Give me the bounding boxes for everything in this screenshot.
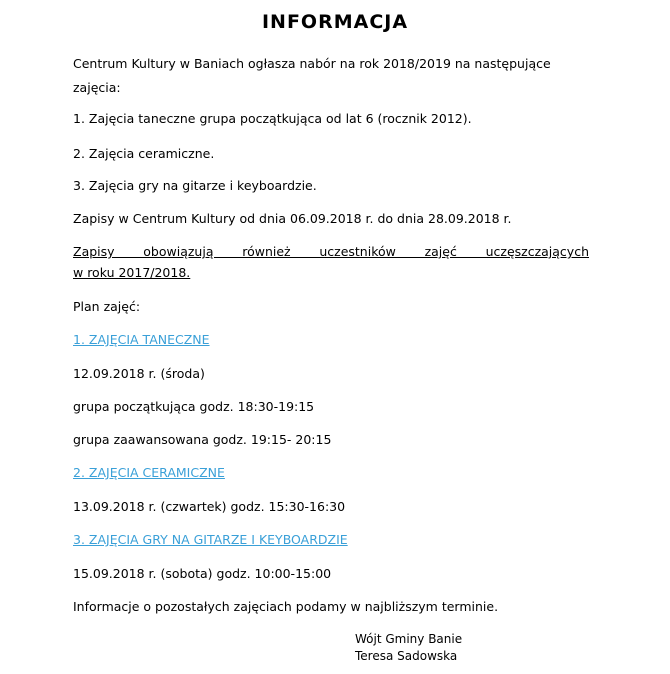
intro-line-1: Centrum Kultury w Baniach ogłasza nabór na rok 2018/2019 na następujące xyxy=(73,56,551,71)
notice-line-2: w roku 2017/2018. xyxy=(73,265,191,280)
section-heading-guitar[interactable]: 3. ZAJĘCIA GRY NA GITARZE I KEYBOARDZIE xyxy=(73,532,348,547)
notice-line-1: Zapisy obowiązują również uczestników zajęć uczęszczających xyxy=(73,244,589,259)
signature-role: Wójt Gminy Banie xyxy=(355,632,463,646)
schedule-line: 15.09.2018 r. (sobota) godz. 10:00-15:00 xyxy=(73,566,332,581)
closing-text: Informacje o pozostałych zajęciach podamy w najbliższym terminie. xyxy=(73,599,499,614)
plan-label: Plan zajęć: xyxy=(73,299,141,314)
list-item-dance: 1. Zajęcia taneczne grupa początkująca od lat 6 (rocznik 2012). xyxy=(73,111,472,126)
section-heading-dance[interactable]: 1. ZAJĘCIA TANECZNE xyxy=(73,332,210,347)
signature-name: Teresa Sadowska xyxy=(355,649,458,663)
list-item-ceramics: 2. Zajęcia ceramiczne. xyxy=(73,146,215,161)
schedule-line: 13.09.2018 r. (czwartek) godz. 15:30-16:30 xyxy=(73,499,346,514)
schedule-line: grupa początkująca godz. 18:30-19:15 xyxy=(73,399,315,414)
section-heading-ceramics[interactable]: 2. ZAJĘCIA CERAMICZNE xyxy=(73,465,225,480)
schedule-line: 12.09.2018 r. (środa) xyxy=(73,366,205,381)
list-item-guitar: 3. Zajęcia gry na gitarze i keyboardzie. xyxy=(73,178,317,193)
intro-line-2: zajęcia: xyxy=(73,80,121,95)
enrollment-text: Zapisy w Centrum Kultury od dnia 06.09.2018 r. do dnia 28.09.2018 r. xyxy=(73,211,512,226)
page-title: INFORMACJA xyxy=(261,11,409,33)
schedule-line: grupa zaawansowana godz. 19:15- 20:15 xyxy=(73,432,332,447)
